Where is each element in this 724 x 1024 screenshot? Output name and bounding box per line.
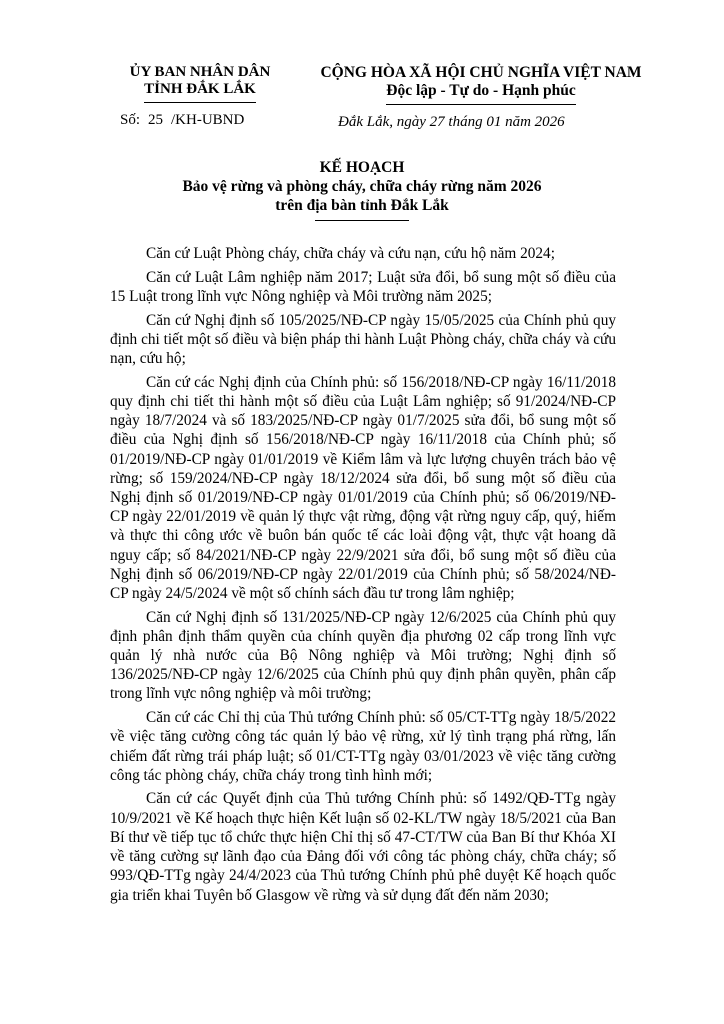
document-body	[110, 244, 616, 909]
national-motto: Độc lập - Tự do - Hạnh phúc	[386, 82, 576, 99]
paragraph: Căn cứ các Quyết định của Thủ tướng Chính phủ: số 1492/QĐ-TTg ngày 10/9/2021 về Kế hoạch thực hiện Kết luận số 02-KL/TW ngày 18/5/2021 của Ban Bí thư về tiếp tục tổ chức thực hiện Chỉ thị số 47-CT/TW của Ban Bí thư Khóa XI về tăng cường sự lãnh đạo của Đảng đối với công tác phòng cháy, chữa cháy; số 993/QĐ-TTg ngày 24/4/2023 của Thủ tướng Chính phủ phê duyệt Kế hoạch quốc gia triển khai Tuyên bố Glasgow về rừng và sử dụng đất đến năm 2030;	[110, 790, 616, 904]
motto-underline	[386, 104, 575, 105]
agency-underline	[144, 102, 256, 103]
title-underline	[315, 220, 409, 221]
title-line3-wrap	[275, 196, 449, 215]
doc-number-suffix: /KH-UBND	[171, 112, 245, 128]
title-line3: trên địa bàn tỉnh Đắk Lắk	[275, 197, 449, 214]
title-line1: KẾ HOẠCH	[319, 159, 405, 176]
agency-name-line2	[144, 81, 256, 98]
paragraph: Căn cứ các Chỉ thị của Thủ tướng Chính phủ: số 05/CT-TTg ngày 18/5/2022 về việc tăng cường công tác quản lý bảo vệ rừng, xử lý tình trạng phá rừng, lấn chiếm đất rừng trái pháp luật; số 01/CT-TTg ngày 03/01/2023 về việc tăng cường công tác phòng cháy, chữa cháy trong tình hình mới;	[110, 709, 616, 784]
paragraph: Căn cứ Luật Lâm nghiệp năm 2017; Luật sửa đổi, bổ sung một số điều của 15 Luật trong lĩnh vực Nông nghiệp và Môi trường năm 2025;	[110, 268, 616, 305]
document-title	[0, 158, 724, 215]
national-name: CỘNG HÒA XÃ HỘI CHỦ NGHĨA VIỆT NAM	[320, 64, 642, 81]
agency-province: TỈNH ĐẮK LẮK	[144, 81, 256, 97]
paragraph: Căn cứ Nghị định số 105/2025/NĐ-CP ngày 15/05/2025 của Chính phủ quy định chi tiết một số điều và biện pháp thi hành Luật Phòng cháy, chữa cháy và cứu nạn, cứu hộ;	[110, 311, 616, 368]
date-line: Đắk Lắk, ngày 27 tháng 01 năm 2026	[338, 114, 565, 130]
document-number	[120, 112, 244, 129]
doc-number-value: 25	[148, 112, 164, 128]
national-header	[306, 64, 656, 100]
paragraph: Căn cứ các Nghị định của Chính phủ: số 156/2018/NĐ-CP ngày 16/11/2018 quy định chi tiết thi hành một số điều của Luật Lâm nghiệp; số 91/2024/NĐ-CP ngày 18/7/2024 và số 183/2025/NĐ-CP ngày 01/7/2025 sửa đổi, bổ sung một số điều của Nghị định số 156/2018/NĐ-CP ngày 16/11/2018 của Chính phủ; số 01/2019/NĐ-CP ngày 01/01/2019 về Kiểm lâm và lực lượng chuyên trách bảo vệ rừng; số 159/2024/NĐ-CP ngày 18/12/2024 sửa đổi, bổ sung một số điều của Nghị định số 01/2019/NĐ-CP ngày 01/01/2019 của Chính phủ; số 06/2019/NĐ-CP ngày 22/01/2019 về quản lý thực vật rừng, động vật rừng nguy cấp, quý, hiếm và thực thi công ước về buôn bán quốc tế các loài động vật, thực vật hoang dã nguy cấp; số 84/2021/NĐ-CP ngày 22/9/2021 sửa đổi, bổ sung một số điều của Nghị định số 06/2019/NĐ-CP ngày 22/01/2019 của Chính phủ; số 58/2024/NĐ-CP ngày 24/5/2024 về một số chính sách đầu tư trong lâm nghiệp;	[110, 373, 616, 602]
national-motto-wrap	[386, 82, 575, 100]
paragraph: Căn cứ Nghị định số 131/2025/NĐ-CP ngày 12/6/2025 của Chính phủ quy định phân định thẩm quyền của chính quyền địa phương 02 cấp trong lĩnh vực quản lý nhà nước của Bộ Nông nghiệp và Môi trường; Nghị định số 136/2025/NĐ-CP ngày 12/6/2025 của Chính phủ quy định phân quyền, phân cấp trong lĩnh vực nông nghiệp và môi trường;	[110, 608, 616, 703]
agency-name-line1: ỦY BAN NHÂN DÂN	[129, 64, 271, 80]
title-line2: Bảo vệ rừng và phòng cháy, chữa cháy rừng năm 2026	[182, 178, 542, 195]
agency-header	[110, 64, 290, 98]
paragraph: Căn cứ Luật Phòng cháy, chữa cháy và cứu nạn, cứu hộ năm 2024;	[146, 245, 555, 262]
doc-number-prefix: Số:	[120, 112, 141, 128]
